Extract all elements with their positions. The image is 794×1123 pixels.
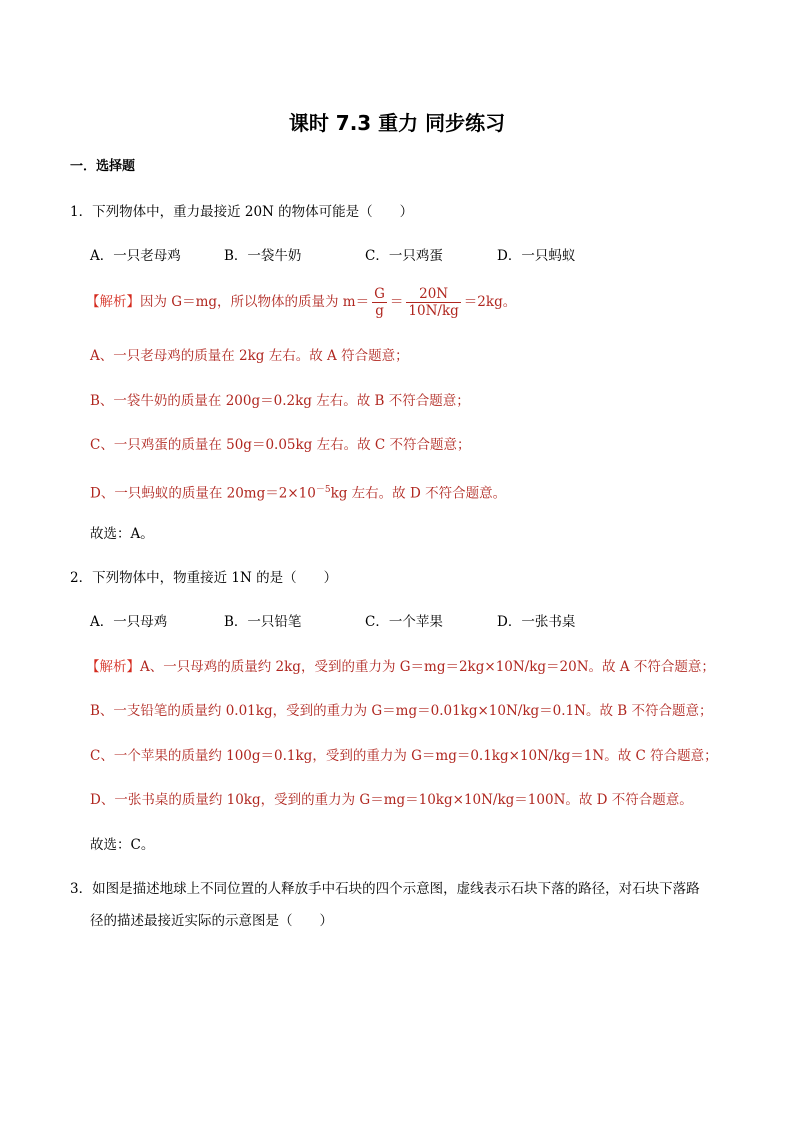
q1-option-a: A．一只老母鸡	[90, 248, 181, 264]
q1-analysis-line-a: A、一只老母鸡的质量在 2kg 左右。故 A 符合题意；	[90, 348, 409, 364]
q1-answer: 故选：A。	[90, 526, 154, 542]
q1-option-b: B．一袋牛奶	[224, 248, 302, 264]
q2-analysis	[86, 658, 715, 676]
q2-analysis-line-c: C、一个苹果的质量约 100g＝0.1kg，受到的重力为 G＝mg＝0.1kg×10N/kg＝1N。故 C 符合题意；	[90, 748, 718, 764]
analysis-line-a: A、一只母鸡的质量约 2kg，受到的重力为 G＝mg＝2kg×10N/kg＝20N。故 A 不符合题意；	[140, 659, 715, 675]
line-d-prefix: D、一只蚂蚁的质量在 20mg＝2×10	[90, 485, 316, 502]
q1-analysis	[86, 285, 516, 319]
analysis-tag: 【解析】	[86, 659, 140, 675]
q2-option-c: C．一个苹果	[365, 614, 443, 630]
fraction-numerator: 20N	[406, 286, 460, 303]
question-3-stem-line-1: 3．如图是描述地球上不同位置的人释放手中石块的四个示意图，虚线表示石块下落的路径，对石块下落路	[70, 881, 700, 897]
page-title: 课时 7.3 重力 同步练习	[288, 111, 506, 135]
q2-analysis-line-d: D、一张书桌的质量约 10kg，受到的重力为 G＝mg＝10kg×10N/kg＝100N。故 D 不符合题意。	[90, 792, 693, 808]
analysis-end: ＝2kg。	[463, 294, 517, 310]
fraction-g-over-g	[372, 286, 387, 319]
q1-analysis-line-d	[90, 481, 506, 503]
q1-analysis-line-b: B、一袋牛奶的质量在 200g＝0.2kg 左右。故 B 不符合题意；	[90, 393, 470, 409]
q2-analysis-line-b: B、一支铅笔的质量约 0.01kg，受到的重力为 G＝mg＝0.01kg×10N/kg＝0.1N。故 B 不符合题意；	[90, 703, 713, 719]
q1-analysis-line-c: C、一只鸡蛋的质量在 50g＝0.05kg 左右。故 C 不符合题意；	[90, 437, 471, 453]
q2-option-b: B．一只铅笔	[224, 614, 302, 630]
equals-sign: ＝	[389, 294, 404, 310]
fraction-numerator: G	[374, 286, 385, 302]
analysis-tag: 【解析】	[86, 294, 140, 310]
question-1-stem: 1．下列物体中，重力最接近 20N 的物体可能是（ ）	[70, 204, 414, 220]
section-heading: 一．选择题	[70, 159, 136, 174]
question-2-stem: 2．下列物体中，物重接近 1N 的是（ ）	[70, 570, 338, 586]
line-d-suffix: kg 左右。故 D 不符合题意。	[330, 485, 507, 502]
q1-option-c: C．一只鸡蛋	[365, 248, 443, 264]
exponent: －5	[315, 485, 331, 495]
question-3-stem-line-2: 径的描述最接近实际的示意图是（ ）	[90, 913, 333, 929]
fraction-denominator: g	[375, 303, 384, 319]
q2-option-d: D．一张书桌	[497, 614, 576, 630]
q1-option-d: D．一只蚂蚁	[497, 248, 576, 264]
q2-option-a: A．一只母鸡	[90, 614, 168, 630]
q2-answer: 故选：C。	[90, 837, 155, 853]
analysis-intro: 因为 G＝mg，所以物体的质量为 m＝	[140, 294, 370, 310]
fraction-20n-over-10nkg	[406, 286, 460, 319]
fraction-denominator: 10N/kg	[408, 303, 459, 319]
